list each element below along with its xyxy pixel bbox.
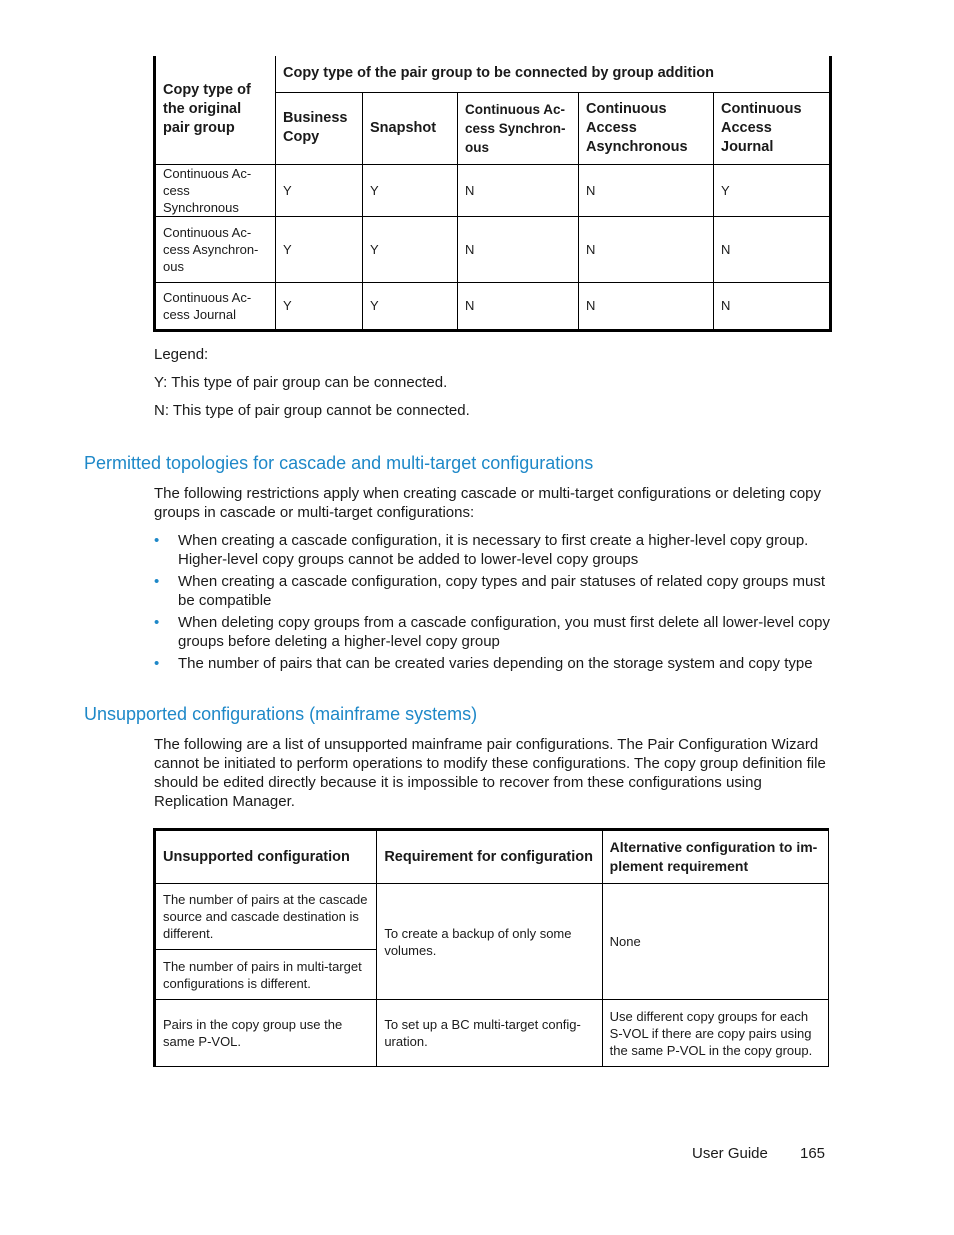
table2-r2-config: The number of pairs in multi-target configurations is different. [155,950,377,1000]
legend-title: Legend: [154,346,209,363]
table-cell: N [579,282,714,330]
table-cell: N [714,216,831,282]
table-cell: Y [363,282,458,330]
bullet-icon: • [154,532,160,549]
table1-header-span: Copy type of the pair group to be connected by group addition [276,56,831,92]
table-row [155,1000,829,1067]
table-cell: N [458,282,579,330]
table-cell: N [458,216,579,282]
list-item-text: When deleting copy groups from a cascade configuration, you must first delete all lower-level copy groups before deleting a higher-level copy group [178,614,830,650]
table1-row-label: Continuous Access Synchronous [155,164,276,216]
unsupported-configurations-table [153,828,829,1067]
restrictions-list [154,531,832,676]
page-number: 165 [800,1145,826,1162]
section2-intro: The following are a list of unsupported mainframe pair configurations. The Pair Configuration Wizard cannot be initiated to perform operations to modify these configurations. The copy group definition file should be edited directly because it is impossible to recover from these configurations using Replication Manager. [154,736,826,810]
legend-n: N: This type of pair group cannot be connected. [154,402,470,419]
footer-title: User Guide [692,1145,768,1162]
table-cell: N [721,298,731,313]
table2-r12-alternative: None [602,884,828,1000]
bullet-icon: • [154,573,160,590]
section-heading-permitted-topologies: Permitted topologies for cascade and multi-target configurations [84,453,594,473]
table-cell: N [458,164,579,216]
table-row [155,282,831,330]
table-cell: Y [363,164,458,216]
table2-r3-alternative: Use different copy groups for each S-VOL if there are copy pairs using the same P-VOL in the copy group. [602,1000,828,1067]
table2-r12-requirement: To create a backup of only some volumes. [377,884,602,1000]
list-item-text: When creating a cascade configuration, copy types and pair statuses of related copy groups must be compatible [178,573,826,609]
table1-col-business-copy: Business Copy [276,92,363,164]
section-heading-unsupported-configurations: Unsupported configurations (mainframe systems) [84,704,478,724]
list-item [154,654,832,673]
table1-header-original: Copy type of the original pair group [155,56,276,164]
table-row [155,216,831,282]
table1-col-ca-async: Continuous Access Asynchronous [579,92,714,164]
table1-col-ca-sync: Continuous Access Synchronous [458,92,579,164]
table-cell: Y [276,164,363,216]
table2-r3-requirement: To set up a BC multi-target configuration. [377,1000,602,1067]
table2-r1-config: The number of pairs at the cascade source and cascade destination is different. [155,884,377,950]
table-cell: N [579,164,714,216]
list-item-text: When creating a cascade configuration, it is necessary to first create a higher-level copy group. Higher-level copy groups cannot be added to lower-level copy groups [178,532,809,568]
table-cell: Y [363,216,458,282]
table2-header-alternative: Alternative configuration to implement requirement [602,830,828,884]
list-item [154,613,832,651]
table-cell: Y [714,164,831,216]
table1-row-label: Continuous Access Journal [155,282,276,330]
table-row [155,884,829,950]
table1-col-ca-journal: Continuous Access Journal [714,92,831,164]
table-cell: Y [276,216,363,282]
table2-r3-config: Pairs in the copy group use the same P-VOL. [155,1000,377,1067]
table1-col-snapshot: Snapshot [363,92,458,164]
copy-type-compatibility-table [153,56,832,332]
section1-intro: The following restrictions apply when creating cascade or multi-target configurations or deleting copy groups in cascade or multi-target configurations: [154,485,822,521]
table2-header-unsupported: Unsupported configuration [155,830,377,884]
table-row [155,164,831,216]
table1-row-label: Continuous Access Asynchronous [155,216,276,282]
table-cell: N [579,216,714,282]
table-cell: Y [276,282,363,330]
bullet-icon: • [154,655,160,672]
list-item-text: The number of pairs that can be created varies depending on the storage system and copy type [178,655,813,672]
list-item [154,572,832,610]
list-item [154,531,832,569]
table2-header-requirement: Requirement for configuration [377,830,602,884]
bullet-icon: • [154,614,160,631]
legend-y: Y: This type of pair group can be connected. [154,374,448,391]
